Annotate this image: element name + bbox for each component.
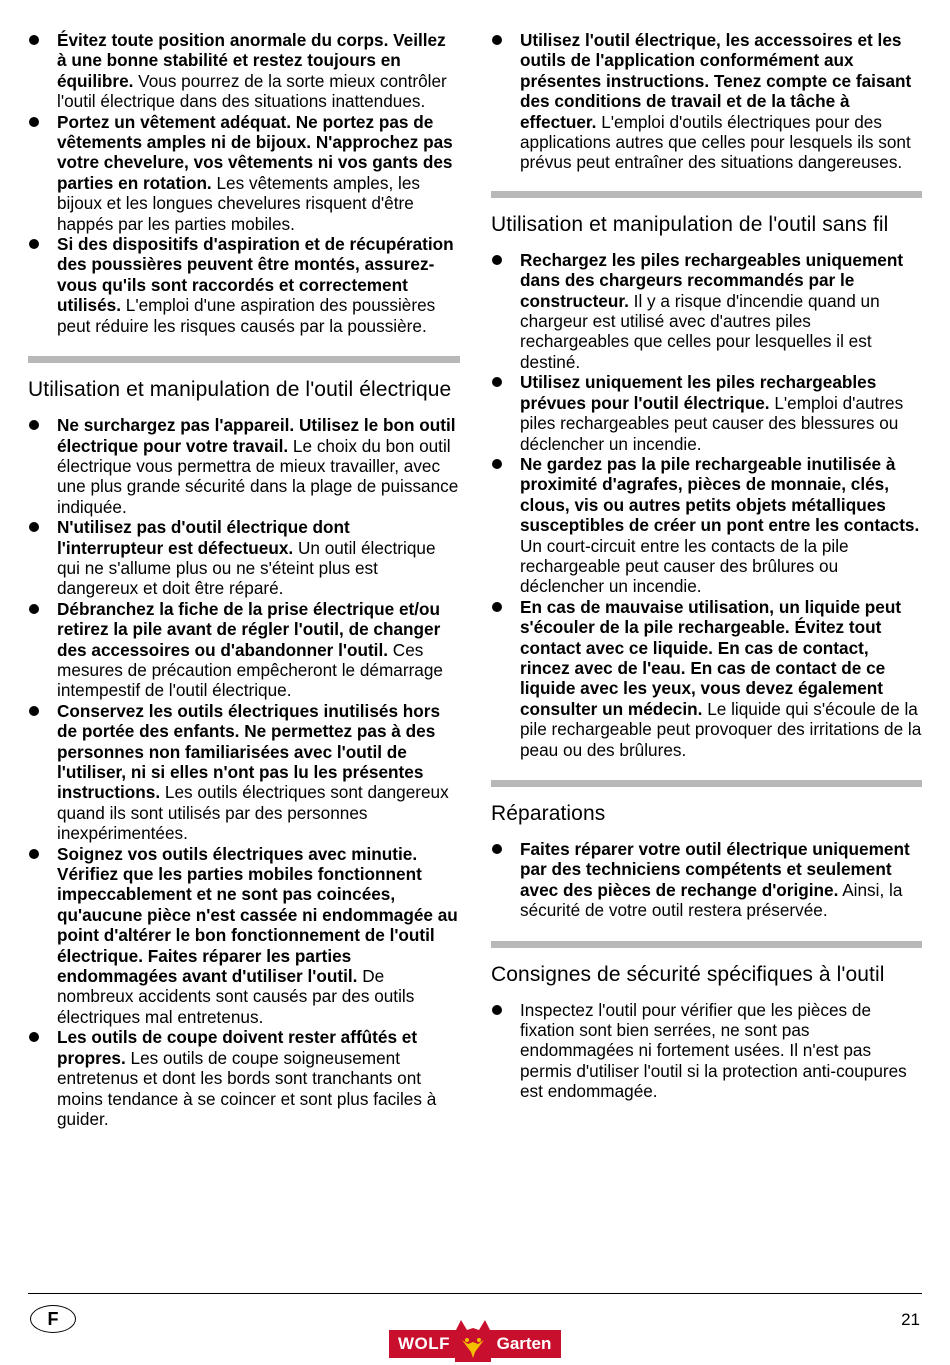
electric-tool-list (28, 415, 460, 1129)
list-item: Inspectez l'outil pour vérifier que les pièces de fixation sont bien serrées, ne sont pas endommagées ni fortement usées. Il n'est pas permis d'utiliser l'outil si la protection anti-coupures est endommagée. (491, 1000, 922, 1102)
list-item: Si des dispositifs d'aspiration et de récupération des poussières peuvent être montés, assurez-vous qu'ils sont raccordés et correctement utilisés. L'emploi d'une aspiration des poussières peut réduire les risques causés par la poussière. (28, 234, 460, 336)
language-badge: F (30, 1305, 76, 1333)
list-item: Débranchez la fiche de la prise électrique et/ou retirez la pile avant de régler l'outil, de changer des accessoires ou d'abandonner l'outil. Ces mesures de précaution empêcheront le démarrage intempestif de l'outil électrique. (28, 599, 460, 701)
specific-safety-list (491, 1000, 922, 1102)
brand-logo (389, 1318, 561, 1362)
section-title-specific: Consignes de sécurité spécifiques à l'outil (491, 962, 885, 986)
intro-list-right (491, 30, 922, 173)
list-item: En cas de mauvaise utilisation, un liquide peut s'écouler de la pile rechargeable. Évitez tout contact avec ce liquide. En cas de contact, rincez avec de l'eau. En cas de contact de ce liquide avec les yeux, vous devez également consulter un médecin. Le liquide qui s'écoule de la pile rechargeable peut provoquer des irritations de la peau ou des brûlures. (491, 597, 922, 760)
section-title-cordless: Utilisation et manipulation de l'outil sans fil (491, 212, 889, 236)
section-divider (491, 191, 922, 198)
section-divider (491, 941, 922, 948)
list-item: Rechargez les piles rechargeables uniquement dans des chargeurs recommandés par le constructeur. Il y a risque d'incendie quand un chargeur est utilisé avec d'autres piles rechargeables que celles pour lesquelles il est destiné. (491, 250, 922, 372)
list-item: Faites réparer votre outil électrique uniquement par des techniciens compétents et seulement avec des pièces de rechange d'origine. Ainsi, la sécurité de votre outil restera préservée. (491, 839, 922, 921)
section-divider (491, 780, 922, 787)
list-item: Portez un vêtement adéquat. Ne portez pas de vêtements amples ni de bijoux. N'approchez pas votre chevelure, vos vêtements ni vos gants des parties en rotation. Les vêtements amples, les bijoux et les longues chevelures risquent d'être happés par les parties mobiles. (28, 112, 460, 234)
list-item: Soignez vos outils électriques avec minutie. Vérifiez que les parties mobiles fonctionnent impeccablement et ne sont pas coincées, qu'aucune pièce n'est cassée ni endommagée au point d'altérer le bon fonctionnement de l'outil électrique. Faites réparer les parties endommagées avant d'utiliser l'outil. De nombreux accidents sont causés par des outils électriques mal entretenus. (28, 844, 460, 1028)
left-column (28, 30, 460, 1129)
list-item: Évitez toute position anormale du corps. Veillez à une bonne stabilité et restez toujours en équilibre. Vous pourrez de la sorte mieux contrôler l'outil électrique dans des situations inattendues. (28, 30, 460, 112)
logo-wolf-text: WOLF (389, 1330, 459, 1358)
repairs-list (491, 839, 922, 921)
list-item: Ne surchargez pas l'appareil. Utilisez le bon outil électrique pour votre travail. Le choix du bon outil électrique vous permettra de mieux travailler, avec une plus grande sécurité dans la plage de puissance indiquée. (28, 415, 460, 517)
list-item: N'utilisez pas d'outil électrique dont l'interrupteur est défectueux. Un outil électrique qui ne s'allume plus ou ne s'éteint plus est dangereux et doit être réparé. (28, 517, 460, 599)
section-divider (28, 356, 460, 363)
section-title-electric: Utilisation et manipulation de l'outil électrique (28, 378, 452, 402)
list-item: Les outils de coupe doivent rester affûtés et propres. Les outils de coupe soigneusement entretenus et dont les bords sont tranchants ont moins tendance à se coincer et sont plus faciles à guider. (28, 1027, 460, 1129)
intro-list-left (28, 30, 460, 336)
list-item: Utilisez l'outil électrique, les accessoires et les outils de l'application conformément aux présentes instructions. Tenez compte ce faisant des conditions de travail et de la tâche à effectuer. L'emploi d'outils électriques pour des applications autres que celles pour lesquels ils sont prévus peut entraîner des situations dangereuses. (491, 30, 922, 173)
cordless-tool-list (491, 250, 922, 760)
logo-garten-text: Garten (487, 1330, 561, 1358)
list-item: Conservez les outils électriques inutilisés hors de portée des enfants. Ne permettez pas à des personnes non familiarisées avec l'outil de l'utiliser, ni si elles n'ont pas lu les présentes instructions. Les outils électriques sont dangereux quand ils sont utilisés par des personnes inexpérimentées. (28, 701, 460, 844)
list-item: Utilisez uniquement les piles rechargeables prévues pour l'outil électrique. L'emploi d'autres piles rechargeables peut causer des blessures ou déclencher un incendie. (491, 372, 922, 454)
footer-divider (28, 1293, 922, 1294)
page-number: 21 (901, 1310, 920, 1329)
right-column (491, 30, 922, 1102)
section-title-repairs: Réparations (491, 802, 606, 825)
list-item: Ne gardez pas la pile rechargeable inutilisée à proximité d'agrafes, pièces de monnaie, clés, clous, vis ou autres petits objets métalliques susceptibles de créer un pont entre les contacts. Un court-circuit entre les contacts de la pile rechargeable peut causer des brûlures ou déclencher un incendie. (491, 454, 922, 597)
